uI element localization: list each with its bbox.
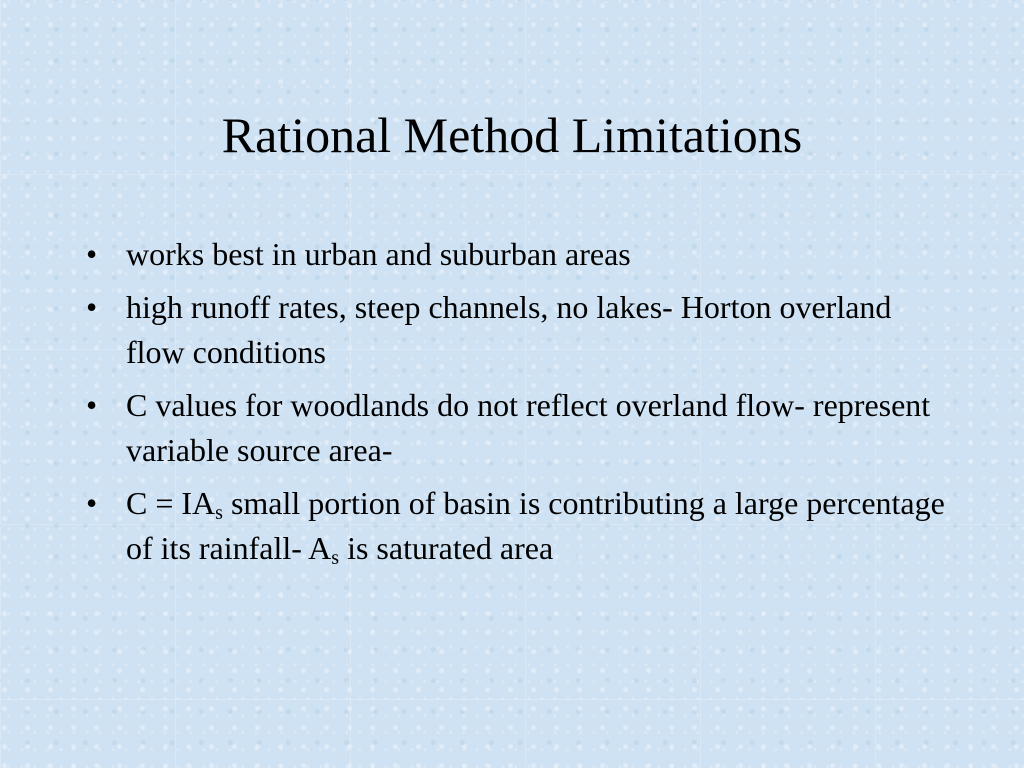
bullet-text: high runoff rates, steep channels, no lakes- Horton overland flow conditions: [126, 289, 892, 370]
bullet-icon: •: [86, 387, 98, 423]
bullet-item-woodlands: [86, 383, 946, 473]
formula-text-part: C = IA: [126, 485, 216, 521]
slide-title: Rational Method Limitations: [221, 107, 803, 163]
bullet-text: C values for woodlands do not reflect overland flow- represent variable source area-: [126, 387, 931, 468]
formula-text-part: is saturated area: [339, 530, 554, 566]
bullet-icon: •: [86, 485, 98, 521]
bullet-item-formula: [86, 481, 946, 571]
bullet-icon: •: [86, 289, 98, 325]
bullet-list: [86, 232, 946, 579]
formula-text-part: small portion of basin is contributing a large percentage of its rainfall- A: [126, 485, 945, 566]
bullet-item-runoff: [86, 285, 946, 375]
subscript-s: s: [215, 502, 223, 524]
subscript-s: s: [331, 547, 340, 569]
bullet-text: works best in urban and suburban areas: [126, 236, 631, 272]
bullet-icon: •: [86, 236, 98, 272]
bullet-item-urban: [86, 232, 946, 277]
